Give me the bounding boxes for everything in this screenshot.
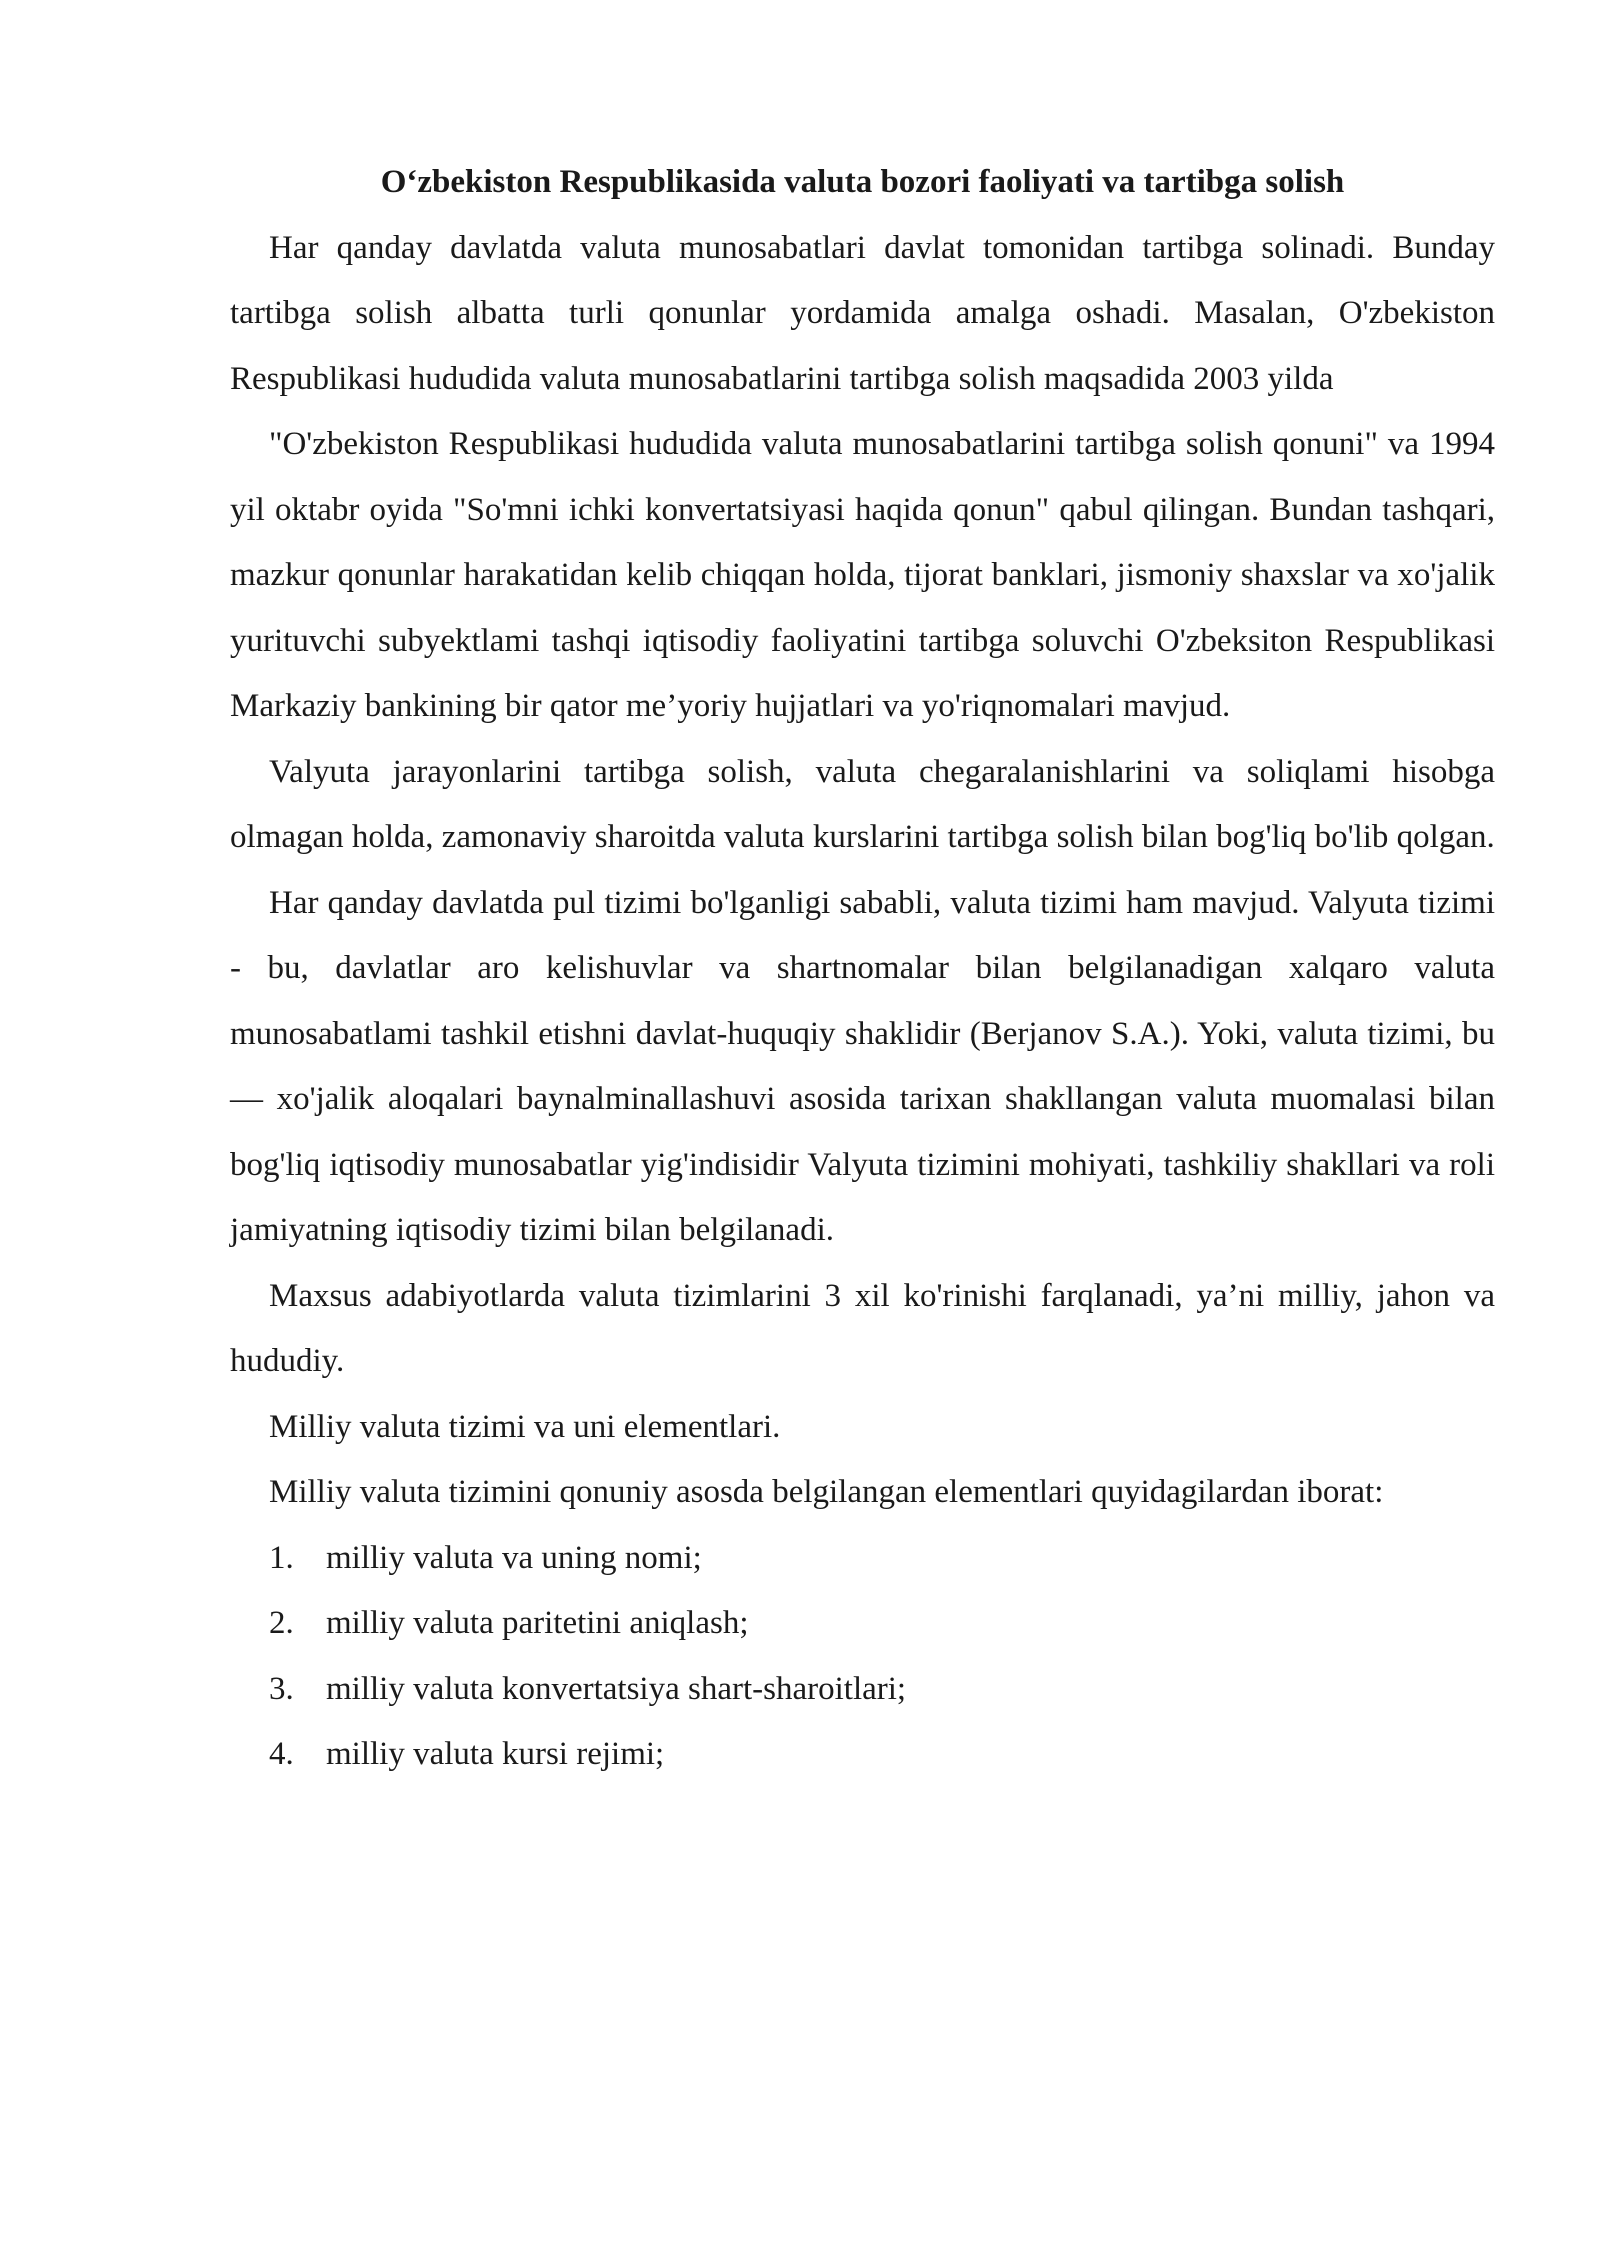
- list-item-text: milliy valuta kursi rejimi;: [326, 1736, 665, 1772]
- elements-list: [230, 1526, 1495, 1788]
- list-item-number: 3.: [269, 1670, 294, 1707]
- list-item-number: 4.: [269, 1736, 294, 1772]
- paragraph-2: "O'zbekiston Respublikasi hududida valuta munosabatlarini tartibga solish qonuni" va 1994 yil oktabr oyida "So'mni ichki konvertatsiyasi haqida qonun" qabul qilingan. Bundan tashqari, mazkur qonunlar harakatidan kelib chiqqan holda, tijorat banklari, jismoniy shaxslar va xo'jalik yurituvchi subyektlami tashqi iqtisodiy faoliyatini tartibga soluvchi O'zbeksiton Respublikasi Markaziy bankining bir qator me’yoriy hujjatlari va yo'riqnomalari mavjud.: [230, 426, 1495, 724]
- section-heading: Milliy valuta tizimi va uni elementlari.: [269, 1408, 781, 1445]
- list-item-text: milliy valuta paritetini aniqlash;: [326, 1605, 749, 1641]
- paragraph-3: Valyuta jarayonlarini tartibga solish, valuta chegaralanishlarini va soliqlami hisobga olmagan holda, zamonaviy sharoitda valuta kurslarini tartibga solish bilan bog'liq bo'lib qolgan.: [230, 753, 1495, 855]
- list-item: [230, 1722, 1495, 1788]
- list-item: [230, 1526, 1495, 1592]
- paragraph-1: Har qanday davlatda valuta munosabatlari davlat tomonidan tartibga solinadi. Bunday tartibga solish albatta turli qonunlar yordamida amalga oshadi. Masalan, O'zbekiston Respublikasi hududida valuta munosabatlarini tartibga solish maqsadida 2003 yilda: [230, 229, 1495, 397]
- list-item: [230, 1657, 1495, 1723]
- list-item: [230, 1591, 1495, 1657]
- document-page: [230, 150, 1495, 1788]
- document-title: O‘zbekiston Respublikasida valuta bozori faoliyati va tartibga solish: [380, 164, 1345, 200]
- paragraph-4: Har qanday davlatda pul tizimi bo'lganligi sababli, valuta tizimi ham mavjud. Valyuta tizimi - bu, davlatlar aro kelishuvlar va shartnomalar bilan belgilanadigan xalqaro valuta munosabatlami tashkil etishni davlat-huquqiy shaklidir (Berjanov S.A.). Yoki, valuta tizimi, bu — xo'jalik aloqalari baynalminallashuvi asosida tarixan shakllangan valuta muomalasi bilan bog'liq iqtisodiy munosabatlar yig'indisidir Valyuta tizimini mohiyati, tashkiliy shakllari va roli jamiyatning iqtisodiy tizimi bilan belgilanadi.: [230, 884, 1495, 1248]
- paragraph-7: Milliy valuta tizimini qonuniy asosda belgilangan elementlari quyidagilardan iborat:: [269, 1474, 1384, 1510]
- list-item-text: milliy valuta konvertatsiya shart-sharoitlari;: [326, 1670, 907, 1707]
- list-item-number: 2.: [269, 1605, 294, 1641]
- paragraph-5: Maxsus adabiyotlarda valuta tizimlarini 3 xil ko'rinishi farqlanadi, ya’ni milliy, jahon va hududiy.: [230, 1277, 1495, 1379]
- list-item-text: milliy valuta va uning nomi;: [326, 1539, 702, 1576]
- list-item-number: 1.: [269, 1539, 294, 1576]
